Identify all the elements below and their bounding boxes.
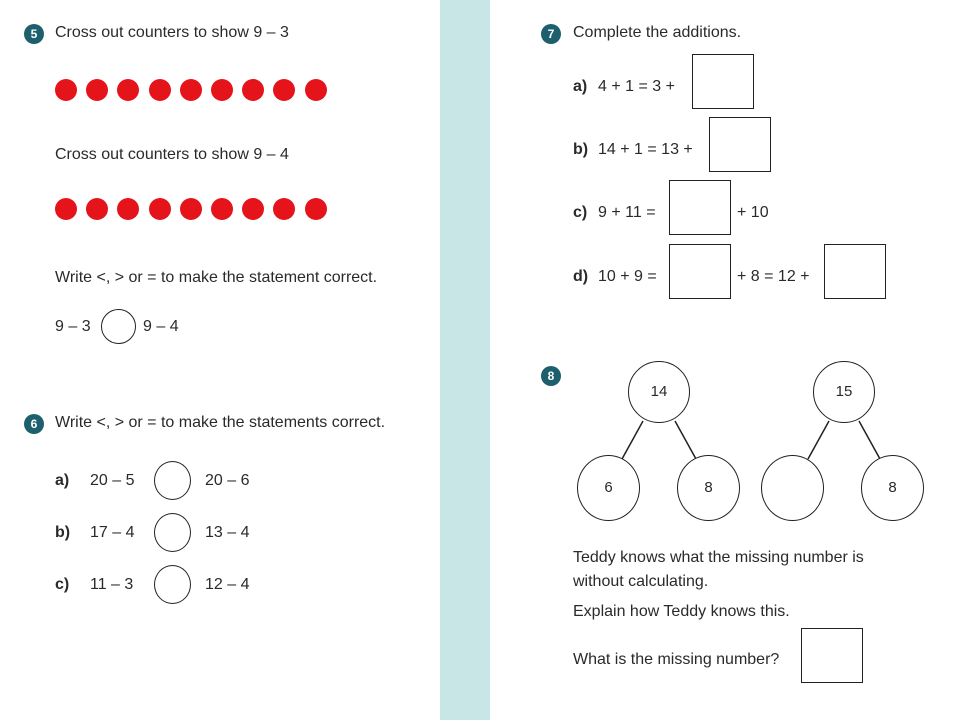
q7-c-expression-left: 9 + 11 = (598, 204, 656, 221)
q8-text-line-2: without calculating. (573, 573, 709, 590)
question-5-badge: 5 (24, 24, 44, 44)
q5-left-expression: 9 – 3 (55, 318, 91, 335)
q7-c-label: c) (573, 204, 588, 221)
q5-right-expression: 9 – 4 (143, 318, 179, 335)
q8-missing-number-question: What is the missing number? (573, 651, 780, 668)
q7-c-expression-right: + 10 (737, 204, 769, 221)
q6-c-label: c) (55, 576, 70, 593)
question-6-badge: 6 (24, 414, 44, 434)
tree2-whole-circle: 15 (813, 361, 875, 423)
q8-answer-box[interactable] (801, 628, 863, 683)
q6-a-left: 20 – 5 (90, 472, 135, 489)
q6-a-label: a) (55, 472, 70, 489)
tree2-missing-part-circle[interactable] (761, 455, 824, 521)
q7-b-label: b) (573, 141, 589, 158)
q7-instruction: Complete the additions. (573, 24, 742, 41)
q6-b-left: 17 – 4 (90, 524, 135, 541)
q7-a-expression: 4 + 1 = 3 + (598, 78, 675, 95)
q6-a-right: 20 – 6 (205, 472, 250, 489)
q6-instruction: Write <, > or = to make the statements correct. (55, 414, 386, 431)
tree2-part-right-circle: 8 (861, 455, 924, 521)
q7-d-expression-middle: + 8 = 12 + (737, 268, 810, 285)
q5-compare-instruction: Write <, > or = to make the statement correct. (55, 269, 378, 286)
q5-instruction-2: Cross out counters to show 9 – 4 (55, 146, 289, 163)
q7-d-label: d) (573, 268, 589, 285)
question-8-badge: 8 (541, 366, 561, 386)
q6-b-label: b) (55, 524, 71, 541)
q5-instruction-1: Cross out counters to show 9 – 3 (55, 24, 289, 41)
q6-b-right: 13 – 4 (205, 524, 250, 541)
tree1-whole-circle: 14 (628, 361, 690, 423)
tree1-part-left-circle: 6 (577, 455, 640, 521)
q7-b-expression: 14 + 1 = 13 + (598, 141, 693, 158)
q6-c-right: 12 – 4 (205, 576, 250, 593)
q7-d-expression-left: 10 + 9 = (598, 268, 657, 285)
q8-text-line-1: Teddy knows what the missing number is (573, 549, 864, 566)
q8-explain-prompt: Explain how Teddy knows this. (573, 603, 790, 620)
question-7-badge: 7 (541, 24, 561, 44)
q6-c-left: 11 – 3 (90, 576, 134, 593)
tree1-part-right-circle: 8 (677, 455, 740, 521)
q7-a-label: a) (573, 78, 588, 95)
